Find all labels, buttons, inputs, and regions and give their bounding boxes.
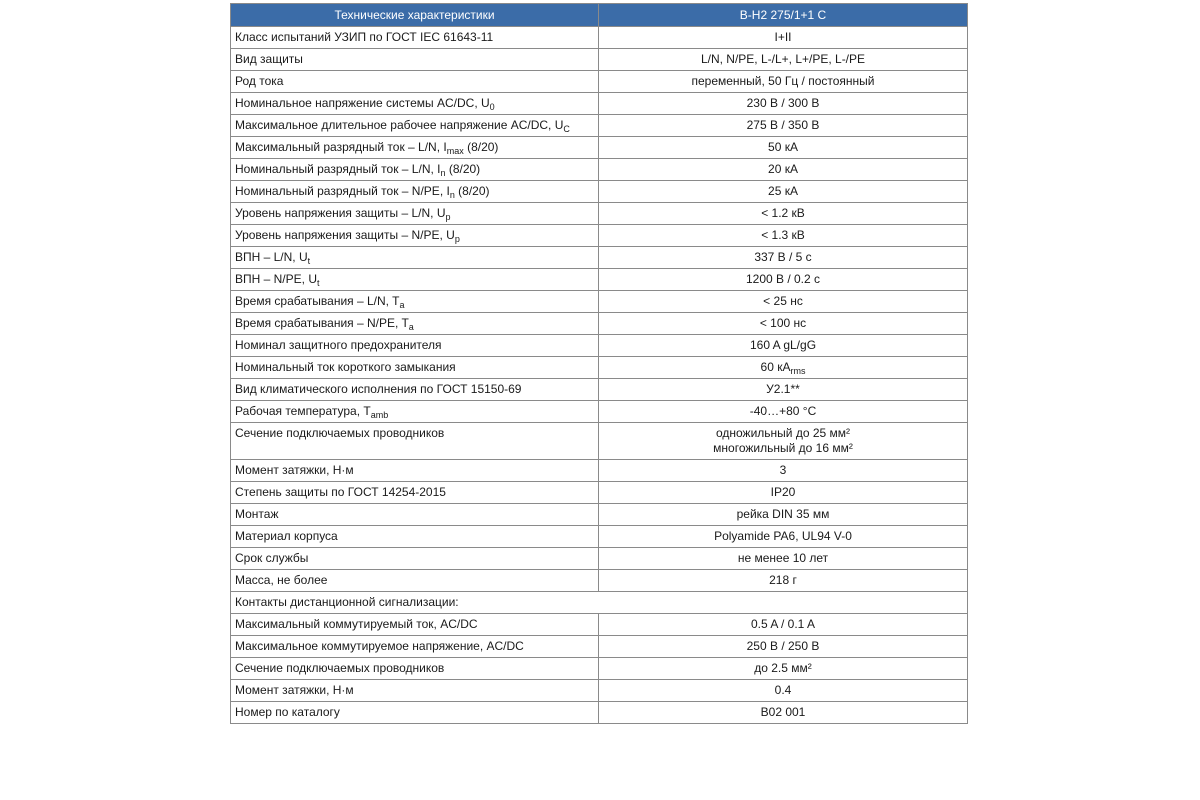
param-label: Уровень напряжения защиты – N/PE, U	[235, 228, 455, 242]
param-label: Номинальный ток короткого замыкания	[235, 360, 456, 374]
value-text: 218 г	[769, 573, 797, 587]
param-cell	[231, 614, 599, 636]
value-text: 25 кА	[768, 184, 798, 198]
param-label: Сечение подключаемых проводников	[235, 661, 445, 675]
value-text: 230 В / 300 В	[746, 96, 820, 110]
table-row	[231, 379, 968, 401]
value-text: Polyamide PA6, UL94 V-0	[714, 529, 852, 543]
param-cell	[231, 225, 599, 247]
value-cell	[599, 313, 968, 335]
value-cell	[599, 548, 968, 570]
param-cell	[231, 181, 599, 203]
param-subscript: p	[445, 212, 451, 222]
value-cell	[599, 181, 968, 203]
value-cell	[599, 680, 968, 702]
value-cell	[599, 504, 968, 526]
param-cell	[231, 379, 599, 401]
value-cell	[599, 291, 968, 313]
value-cell	[599, 49, 968, 71]
param-cell	[231, 27, 599, 49]
table-row	[231, 526, 968, 548]
param-cell	[231, 93, 599, 115]
param-cell	[231, 203, 599, 225]
value-cell	[599, 570, 968, 592]
param-cell	[231, 548, 599, 570]
value-text: 337 В / 5 с	[754, 250, 812, 264]
param-label: Время срабатывания – L/N, T	[235, 294, 400, 308]
value-cell	[599, 636, 968, 658]
param-label: ВПН – N/PE, U	[235, 272, 317, 286]
table-body	[231, 27, 968, 724]
table-row	[231, 401, 968, 423]
param-label: Вид климатического исполнения по ГОСТ 15150-69	[235, 382, 522, 396]
value-text: L/N, N/PE, L-/L+, L+/PE, L-/PE	[700, 52, 866, 66]
param-subscript: amb	[370, 410, 389, 420]
param-label: Род тока	[235, 74, 284, 88]
value-cell	[599, 614, 968, 636]
param-cell	[231, 702, 599, 724]
value-text: переменный, 50 Гц / постоянный	[691, 74, 875, 88]
value-cell	[599, 225, 968, 247]
param-label: Рабочая температура, T	[235, 404, 371, 418]
table-row	[231, 313, 968, 335]
value-cell	[599, 93, 968, 115]
param-cell	[231, 313, 599, 335]
param-label: Номинальное напряжение системы AC/DC, U	[235, 96, 490, 110]
value-text: 0.5 A / 0.1 A	[750, 617, 816, 631]
table-header-row	[231, 4, 968, 27]
value-cell	[599, 335, 968, 357]
param-subscript: t	[307, 256, 311, 266]
table-row	[231, 570, 968, 592]
header-value: B-H2 275/1+1 C	[599, 4, 968, 27]
param-cell	[231, 423, 599, 460]
section-row	[231, 592, 968, 614]
param-label: Максимальное длительное рабочее напряжение AC/DC, U	[235, 118, 564, 132]
table-row	[231, 225, 968, 247]
param-cell	[231, 71, 599, 93]
table-row	[231, 548, 968, 570]
param-label: Монтаж	[235, 507, 279, 521]
value-text: 250 В / 250 В	[746, 639, 820, 653]
value-cell	[599, 137, 968, 159]
value-text: 50 кА	[768, 140, 798, 154]
param-label: Номинальный разрядный ток – N/PE, I	[235, 184, 450, 198]
table-row	[231, 636, 968, 658]
param-cell	[231, 680, 599, 702]
table-row	[231, 423, 968, 460]
value-subscript: rms	[790, 366, 806, 376]
param-cell	[231, 482, 599, 504]
table-row	[231, 357, 968, 379]
param-label: Класс испытаний УЗИП по ГОСТ IEC 61643-11	[235, 30, 494, 44]
table-row	[231, 115, 968, 137]
param-label: Масса, не более	[235, 573, 328, 587]
table-row	[231, 335, 968, 357]
param-cell	[231, 658, 599, 680]
table-row	[231, 49, 968, 71]
param-label: Номинальный разрядный ток – L/N, I	[235, 162, 441, 176]
table-row	[231, 680, 968, 702]
param-cell	[231, 570, 599, 592]
value-text: 275 В / 350 В	[746, 118, 820, 132]
param-cell	[231, 291, 599, 313]
value-line: многожильный до 16 мм²	[713, 441, 853, 455]
value-text: < 25 нс	[763, 294, 803, 308]
table-row	[231, 614, 968, 636]
value-text: 3	[779, 463, 787, 477]
value-text: IP20	[770, 485, 796, 499]
value-text: 160 A gL/gG	[749, 338, 817, 352]
value-line: одножильный до 25 мм²	[715, 426, 851, 440]
value-cell	[599, 115, 968, 137]
param-label: Момент затяжки, Н·м	[235, 463, 354, 477]
value-text: I+II	[774, 30, 792, 44]
param-subscript: n	[449, 190, 455, 200]
value-text: 20 кА	[768, 162, 798, 176]
param-subscript: p	[454, 234, 460, 244]
value-cell	[599, 526, 968, 548]
value-text: < 1.2 кВ	[761, 206, 805, 220]
param-cell	[231, 460, 599, 482]
param-cell	[231, 526, 599, 548]
value-text: не менее 10 лет	[737, 551, 829, 565]
param-label: Вид защиты	[235, 52, 303, 66]
param-subscript: a	[408, 322, 414, 332]
table-row	[231, 460, 968, 482]
param-cell	[231, 636, 599, 658]
value-cell	[599, 27, 968, 49]
section-label: Контакты дистанционной сигнализации:	[231, 592, 968, 614]
table-row	[231, 504, 968, 526]
param-label: Сечение подключаемых проводников	[235, 426, 445, 440]
value-text: до 2.5 мм²	[754, 661, 812, 675]
param-cell	[231, 335, 599, 357]
param-cell	[231, 269, 599, 291]
table-row	[231, 203, 968, 225]
value-cell	[599, 658, 968, 680]
param-label: Номинал защитного предохранителя	[235, 338, 442, 352]
param-label: Максимальное коммутируемое напряжение, AC/DC	[235, 639, 524, 653]
param-cell	[231, 49, 599, 71]
param-subscript: max	[446, 146, 464, 156]
value-text: 60 кА	[760, 360, 791, 374]
value-cell	[599, 71, 968, 93]
value-cell	[599, 423, 968, 460]
value-text: < 1.3 кВ	[761, 228, 805, 242]
param-label: Момент затяжки, Н·м	[235, 683, 354, 697]
value-text: B02 001	[760, 705, 806, 719]
value-text: -40…+80 °C	[749, 404, 817, 418]
param-label: Материал корпуса	[235, 529, 338, 543]
param-subscript: a	[399, 300, 405, 310]
param-label: Степень защиты по ГОСТ 14254-2015	[235, 485, 446, 499]
param-cell	[231, 357, 599, 379]
param-subscript: n	[440, 168, 446, 178]
table-row	[231, 702, 968, 724]
value-cell	[599, 159, 968, 181]
value-text: 1200 В / 0.2 с	[745, 272, 821, 286]
param-cell	[231, 247, 599, 269]
param-cell	[231, 401, 599, 423]
header-param: Технические характеристики	[231, 4, 599, 27]
value-cell	[599, 357, 968, 379]
param-label: Срок службы	[235, 551, 309, 565]
param-label: Максимальный коммутируемый ток, AC/DC	[235, 617, 478, 631]
table-row	[231, 658, 968, 680]
table-row	[231, 159, 968, 181]
value-text: рейка DIN 35 мм	[736, 507, 830, 521]
table-row	[231, 181, 968, 203]
table-row	[231, 71, 968, 93]
param-label: Максимальный разрядный ток – L/N, I	[235, 140, 447, 154]
value-cell	[599, 247, 968, 269]
param-label: Номер по каталогу	[235, 705, 340, 719]
table-row	[231, 269, 968, 291]
param-label: Уровень напряжения защиты – L/N, U	[235, 206, 446, 220]
value-cell	[599, 401, 968, 423]
param-label: Время срабатывания – N/PE, T	[235, 316, 409, 330]
param-subscript: t	[316, 278, 320, 288]
param-suffix: (8/20)	[454, 184, 490, 198]
value-text: У2.1**	[766, 382, 800, 396]
param-suffix: (8/20)	[463, 140, 499, 154]
param-cell	[231, 115, 599, 137]
value-cell	[599, 203, 968, 225]
value-text: < 100 нс	[759, 316, 807, 330]
param-cell	[231, 159, 599, 181]
value-text: 0.4	[774, 683, 792, 697]
param-subscript: C	[563, 124, 570, 134]
value-cell	[599, 482, 968, 504]
param-cell	[231, 504, 599, 526]
table-row	[231, 93, 968, 115]
value-cell	[599, 379, 968, 401]
table-row	[231, 247, 968, 269]
spec-table	[230, 3, 968, 724]
table-row	[231, 27, 968, 49]
table-row	[231, 137, 968, 159]
table-row	[231, 291, 968, 313]
value-cell	[599, 702, 968, 724]
param-label: ВПН – L/N, U	[235, 250, 308, 264]
value-cell	[599, 269, 968, 291]
param-suffix: (8/20)	[445, 162, 481, 176]
param-subscript: 0	[489, 102, 495, 112]
param-cell	[231, 137, 599, 159]
value-cell	[599, 460, 968, 482]
table-row	[231, 482, 968, 504]
